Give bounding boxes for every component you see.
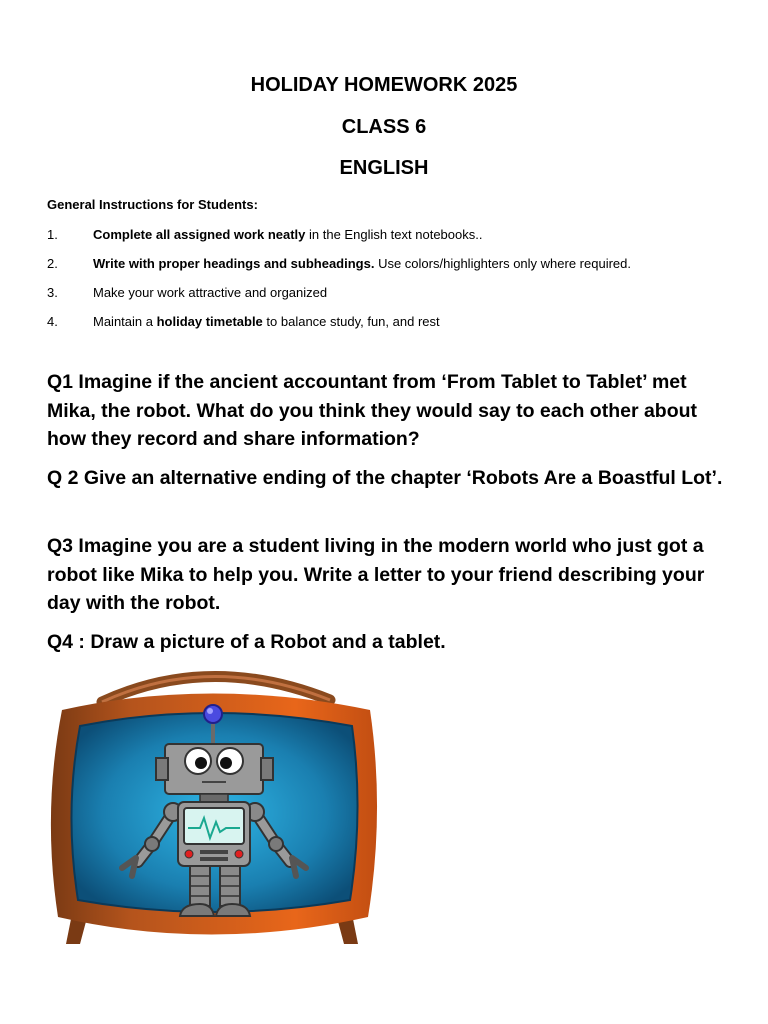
instruction-text <box>93 256 631 271</box>
subject-label: ENGLISH <box>339 157 429 179</box>
instruction-text <box>93 227 482 242</box>
instruction-pre-text: Maintain a <box>93 314 157 329</box>
class-label: CLASS 6 <box>341 116 427 138</box>
instruction-number: 3. <box>47 285 58 300</box>
instruction-number: 4. <box>47 314 58 329</box>
robot-in-tv-icon <box>40 662 385 947</box>
instruction-rest-text: to balance study, fun, and rest <box>262 314 440 329</box>
instruction-bold-text: Write with proper headings and subheadings. <box>93 256 375 271</box>
instruction-bold-text: holiday timetable <box>156 314 263 329</box>
question-1: Q1 Imagine if the ancient accountant from ‘From Tablet to Tablet’ met Mika, the robot. What do you think they would say to each other about how they record and share information? <box>47 371 698 450</box>
instruction-number: 2. <box>47 256 58 271</box>
instructions-heading: General Instructions for Students: <box>47 197 258 212</box>
question-3: Q3 Imagine you are a student living in the modern world who just got a robot like Mika to help you. Write a letter to your friend describing your day with the robot. <box>47 535 705 614</box>
instruction-rest-text: in the English text notebooks.. <box>305 227 483 242</box>
instruction-text <box>93 314 440 329</box>
question-4: Q4 : Draw a picture of a Robot and a tablet. <box>47 631 446 653</box>
question-2: Q 2 Give an alternative ending of the chapter ‘Robots Are a Boastful Lot’. <box>47 467 723 489</box>
instruction-text <box>93 285 327 300</box>
instruction-number: 1. <box>47 227 58 242</box>
page-title: HOLIDAY HOMEWORK 2025 <box>250 74 518 96</box>
instruction-pre-text: Make your work attractive and organized <box>93 285 328 300</box>
instruction-rest-text: Use colors/highlighters only where required. <box>374 256 631 271</box>
instruction-bold-text: Complete all assigned work neatly <box>93 227 306 242</box>
